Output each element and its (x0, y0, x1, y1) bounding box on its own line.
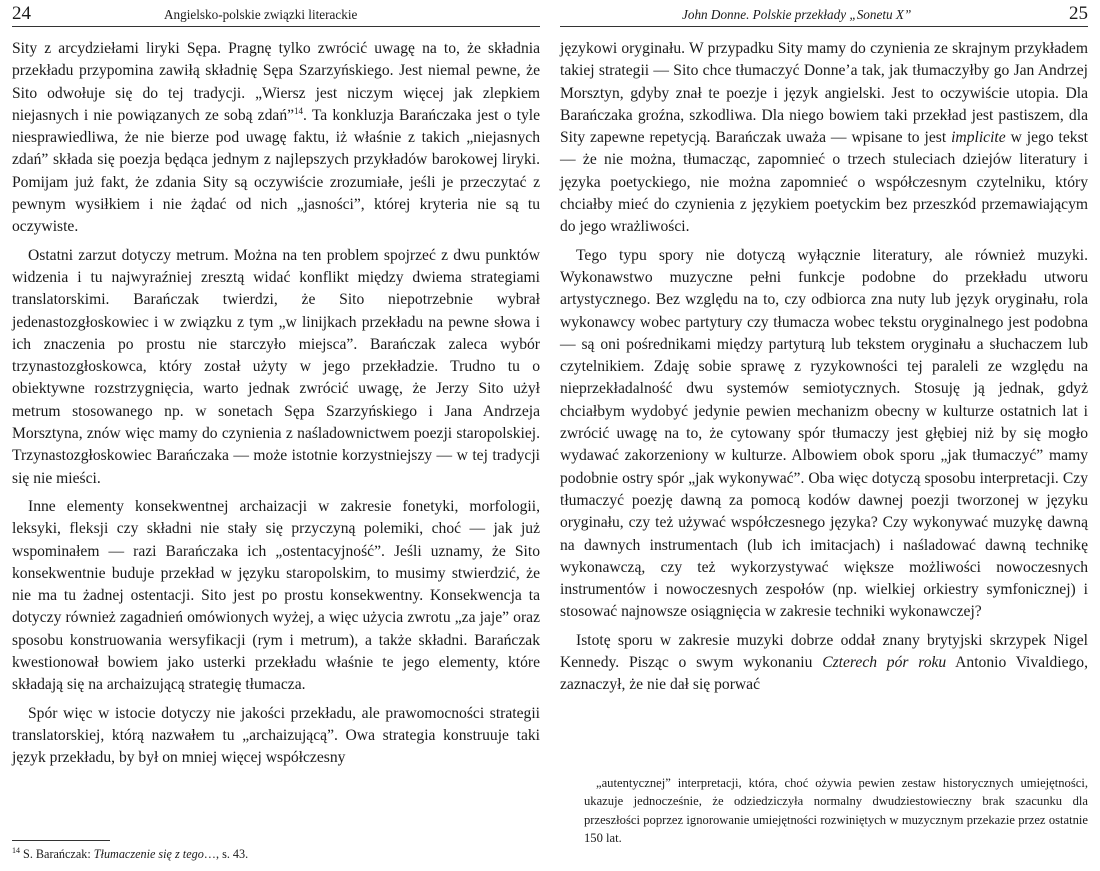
right-page-body (560, 38, 1088, 703)
text-run: Istotę sporu w zakresie muzyki dobrze oddał znany brytyjski skrzypek Nigel Kennedy. Pisząc o swym wykonaniu (560, 631, 1088, 672)
paragraph (560, 38, 1088, 239)
left-running-head: Angielsko-polskie związki literackie (164, 7, 358, 22)
paragraph (12, 703, 540, 770)
left-running-header (12, 4, 540, 27)
paragraph (560, 630, 1088, 697)
footnote (12, 846, 248, 862)
left-page (12, 0, 540, 871)
text-run: Tego typu spory nie dotyczą wyłącznie literatury, ale również muzyki. Wykonawstwo muzyczne pełni funkcje podobne do przekładu utworu artystycznego. Bez względu na to, czy odbiorca zna nuty lub język oryginału, rola wykonawcy wobec partytury czy tłumacza wobec tekstu oryginalnego jest podobna — są oni pośrednikami między partyturą lub tekstem oryginału a słuchaczem lub czytelnikiem. Zdaję sobie sprawę z ryzykowności tej paraleli ze względu na nieprzekładalność dwu systemów semiotycznych. Stosuję ją jednak, gdyż chciałbym wydobyć jedynie pewien mechanizm obecny w kulturze ostatnich lat i zwrócić uwagę na to, że cytowany spór tłumaczy jest głębiej niż by się mogło wydawać zakorzeniony w kulturze. Albowiem obok sporu „jak tłumaczyć” mamy podobnie ostry spór „jak wykonywać”. Oba więc dotyczą sposobu interpretacji. Czy tłumaczyć poezję dawną za pomocą kodów dawnej poezji tworzonej w języku oryginału, czy też używać współczesnego języka? Czy wykonywać muzykę dawną na dawnych instrumentach (lub ich imitacjach) i naśladować dawną technikę wykonawczą, czy też wykorzystywać większe możliwości nowoczesnych instrumentów i nowoczesnych zespołów (np. wielkiej orkiestry symfonicznej) i stosować najnowsze osiągnięcia w zakresie techniki wykonawczej? (560, 246, 1088, 621)
text-run: …, s. 43. (203, 847, 249, 861)
footnote-ref: 14 (294, 105, 304, 116)
text-run: językowi oryginału. W przypadku Sity mamy do czynienia ze skrajnym przykładem takiej strategii — Sito chce tłumaczyć Donne’a tak, jak tłumaczyłby go Jan Andrzej Morsztyn, gdyby znał te poezje i język angielski. Jest to oczywiście utopia. Dla Barańczaka groźna, szkodliwa. Dla niego bowiem taki przekład jest pastiszem, dla Sity zapewne repetycją. Barańczak uważa — wpisane to jest (560, 40, 1088, 147)
text-run: Antonio Vivaldiego, zaznaczył, że nie dał się porwać (560, 654, 1088, 694)
text-run: w jego tekst — że nie można, tłumacząc, zapomnieć o trzech stuleciach dziejów literatury i języka poetyckiego, nie można zapomnieć o współczesnym czytelniku, który chciałby mieć do czynienia z językiem poetyckim bez przeszkód przemawiającym do jego wrażliwości. (560, 129, 1088, 236)
text-run: Ostatni zarzut dotyczy metrum. Można na ten problem spojrzeć z dwu punktów widzenia i tu najwyraźniej zresztą widać konflikt między dwiema strategiami translatorskimi. Barańczak twierdzi, że Sito niepotrzebnie wybrał jedenastozgłoskowiec i w związku z tym „w linijkach przekładu na pewne słowa i ich znaczenia po prostu nie starczyło miejsca”. Barańczak zaleca wybór trzynastozgłoskowca, który został użyty w jego przekładzie. Trudno tu o obiektywne rozstrzygnięcia, warto jednak zwrócić uwagę, że Jerzy Sito użył metrum stosowanego np. w sonetach Sępa Szarzyńskiego i Jana Andrzeja Morsztyna, znów więc mamy do czynienia z naśladownictwem poezji staropolskiej. Trzynastozgłoskowiec Barańczaka — może istotnie korzystniejszy — w tej tradycji się nie mieści. (12, 246, 540, 487)
text-run: Inne elementy konsekwentnej archaizacji w zakresie fonetyki, morfologii, leksyki, fleksji czy składni nie stały się przyczyną polemiki, choć — jak już wspominałem — razi Barańczaka ich „ostentacyjność”. Jeśli uznamy, że Sito konsekwentnie buduje przekład w języku staropolskim, to musimy stwierdzić, że nie ma tu żadnej ostentacji. Sito jest po prostu konsekwentny. Konsekwencja ta dotyczy również zagadnień omówionych wyżej, a więc użycia zwrotu „za jaje” oraz sposobu konstruowania wersyfikacji (rym i metrum), a także składni. Barańczak kwestionował bowiem jako usterki przekładu właśnie te jego elementy, które składają się na archaizującą strategię tłumacza. (12, 497, 540, 694)
paragraph (12, 38, 540, 239)
italic-text: Czterech pór roku (822, 654, 947, 672)
right-running-head: John Donne. Polskie przekłady „Sonetu X” (682, 7, 912, 22)
paragraph (12, 245, 540, 490)
right-page-number: 25 (1069, 3, 1088, 24)
left-page-number: 24 (12, 3, 31, 24)
right-running-header (560, 4, 1088, 27)
text-run: S. Barańczak: (23, 847, 94, 861)
left-page-body (12, 38, 540, 776)
italic-text: implicite (951, 129, 1006, 147)
footnote-separator (12, 840, 110, 841)
block-quote: „autentycznej” interpretacji, która, choć ożywia pewien zestaw historycznych umiejętności, ukazuje jednocześnie, że odziedziczyła normalny dwudziestowieczny brak szacunku dla przeszłości poprzez ignorowanie umiejętności rozwiniętych w muzycznym przekazie przez ostatnie 150 lat. (584, 776, 1088, 845)
paragraph (12, 496, 540, 697)
paragraph (560, 245, 1088, 624)
text-run: . Ta konkluzja Barańczaka jest o tyle niesprawiedliwa, że nie bierze pod uwagę faktu, iż właśnie z takich „niejasnych zdań” składa się poezja będąca jednym z najlepszych przykładów barokowej liryki. Pomijam już fakt, że zdania Sity są oczywiście zrozumiałe, jeśli je przeczytać z pewnym wysiłkiem i nie żądać od nich „jasności”, której kryteria nie są tu oczywiste. (12, 106, 540, 236)
text-run: Sity z arcydziełami liryki Sępa. Pragnę tylko zwrócić uwagę na to, że składnia przekładu przypomina zawiłą składnię Sępa Szarzyńskiego. Jest niemal pewne, że Sito odwołuje się do tej tradycji. „Wiersz jest niczym więcej jak zlepkiem niejasnych i nie powiązanych ze sobą zdań” (12, 40, 540, 124)
text-run: Spór więc w istocie dotyczy nie jakości przekładu, ale prawomocności strategii translatorskiej, którą nazwałem tu „archaizującą”. Owa strategia konstruuje taki język przekładu, by był on mniej więcej współczesny (12, 704, 540, 767)
right-page (560, 0, 1088, 871)
italic-text: Tłumaczenie się z tego (93, 847, 204, 861)
footnote-number: 14 (12, 845, 20, 855)
